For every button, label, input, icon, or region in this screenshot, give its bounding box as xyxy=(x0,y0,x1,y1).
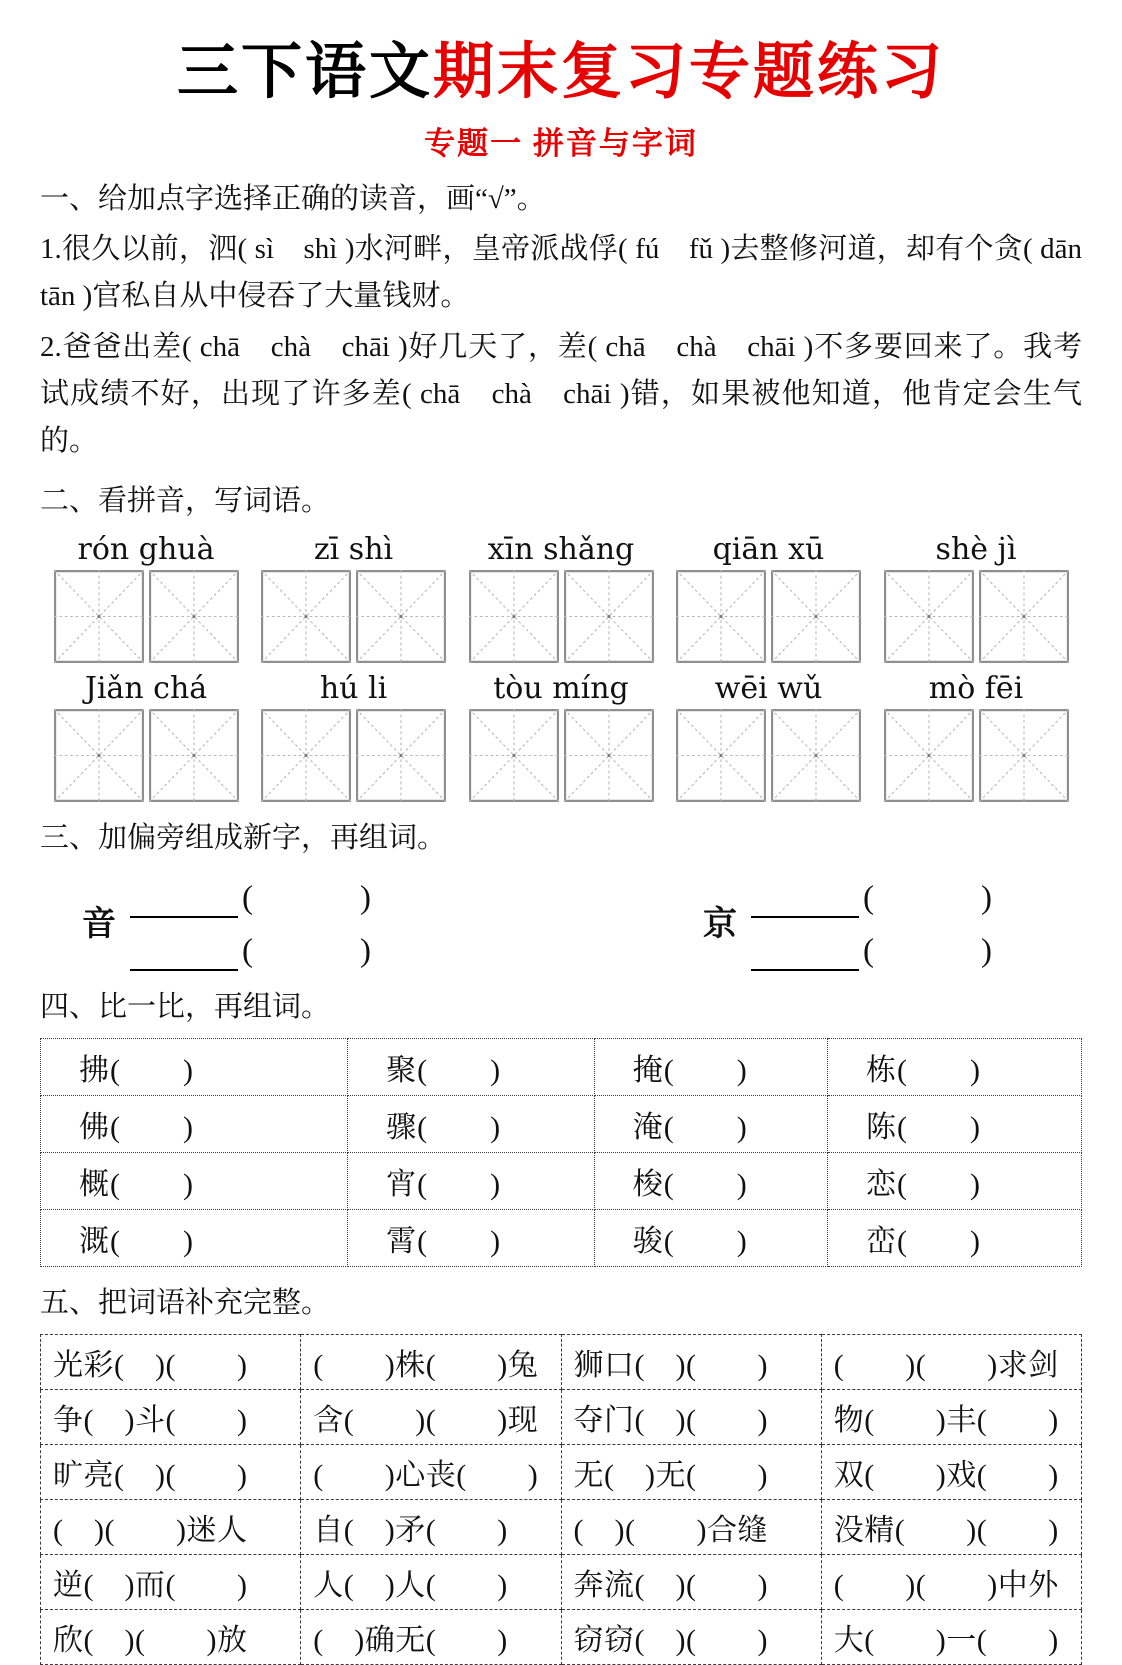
pinyin-label: zī shì xyxy=(313,531,394,567)
idiom-cell[interactable]: 无( )无( ) xyxy=(561,1444,821,1499)
word-cell[interactable]: 淹( ) xyxy=(594,1095,827,1152)
character-writing-box[interactable] xyxy=(564,709,654,802)
character-writing-box[interactable] xyxy=(564,570,654,663)
word-cell[interactable]: 溉( ) xyxy=(41,1209,348,1266)
pinyin-group xyxy=(48,671,244,802)
character-writing-box[interactable] xyxy=(356,570,446,663)
idiom-cell[interactable]: ( )株( )兔 xyxy=(301,1334,561,1389)
character-writing-box[interactable] xyxy=(149,709,239,802)
character-writing-box[interactable] xyxy=(54,570,144,663)
pinyin-group xyxy=(671,671,867,802)
word-cell[interactable]: 宵( ) xyxy=(348,1152,595,1209)
character-writing-box[interactable] xyxy=(676,709,766,802)
word-cell[interactable]: 栋( ) xyxy=(827,1038,1081,1095)
page-title-red: 期末复习专题练习 xyxy=(433,39,946,106)
pinyin-label: mò fēi xyxy=(928,670,1024,706)
table-row xyxy=(41,1609,1082,1664)
answer-parens[interactable]: ( ) xyxy=(242,932,373,969)
table-row xyxy=(41,1209,1082,1266)
word-cell[interactable]: 拂( ) xyxy=(41,1038,348,1095)
idiom-cell[interactable]: 光彩( )( ) xyxy=(41,1334,301,1389)
pinyin-label: Jiǎn chá xyxy=(84,670,208,706)
pinyin-group xyxy=(256,671,452,802)
idiom-cell[interactable]: 奔流( )( ) xyxy=(561,1554,821,1609)
character-writing-box[interactable] xyxy=(261,709,351,802)
page-subtitle: 专题一 拼音与字词 xyxy=(424,126,698,162)
pinyin-label: xīn shǎng xyxy=(487,531,635,567)
affix-exercise xyxy=(40,871,1082,971)
idiom-cell[interactable]: 物( )丰( ) xyxy=(821,1389,1081,1444)
affix-answer-line xyxy=(130,924,373,971)
affix-answer-line xyxy=(751,924,994,971)
pinyin-label: shè jì xyxy=(935,531,1017,567)
character-writing-box[interactable] xyxy=(771,709,861,802)
section-one-heading: 一、给加点字选择正确的读音，画“√”。 xyxy=(40,183,546,216)
idiom-cell[interactable]: ( )确无( ) xyxy=(301,1609,561,1664)
pinyin-row-2 xyxy=(40,671,1082,802)
affix-group-jing xyxy=(561,871,1082,971)
answer-parens[interactable]: ( ) xyxy=(863,879,994,916)
idiom-cell[interactable]: 双( )戏( ) xyxy=(821,1444,1081,1499)
box-pair xyxy=(884,570,1069,663)
character-writing-box[interactable] xyxy=(676,570,766,663)
word-cell[interactable]: 佛( ) xyxy=(41,1095,348,1152)
question-item-1: 1.很久以前，泗( sì shì )水河畔，皇帝派战俘( fú fǔ )去整修河道，却有个贪( dān tān )官私自从中侵吞了大量钱财。 xyxy=(40,233,1112,313)
idiom-cell[interactable]: 含( )( )现 xyxy=(301,1389,561,1444)
base-character: 音 xyxy=(82,906,116,944)
idiom-cell[interactable]: 夺门( )( ) xyxy=(561,1389,821,1444)
box-pair xyxy=(54,570,239,663)
idiom-cell[interactable]: ( )心丧( ) xyxy=(301,1444,561,1499)
question-item-2: 2.爸爸出差( chā chà chāi )好几天了，差( chā chà chāi )不多要回来了。我考试成绩不好，出现了许多差( chā chà chāi )错，如果被他知道，他肯定会生气的。 xyxy=(40,331,1082,457)
idiom-cell[interactable]: 窃窃( )( ) xyxy=(561,1609,821,1664)
character-writing-box[interactable] xyxy=(884,709,974,802)
pinyin-label: rón ghuà xyxy=(77,531,215,567)
idiom-cell[interactable]: 争( )斗( ) xyxy=(41,1389,301,1444)
section-five-heading: 五、把词语补充完整。 xyxy=(40,1286,331,1319)
word-cell[interactable]: 霄( ) xyxy=(348,1209,595,1266)
answer-blank-line[interactable] xyxy=(130,884,238,918)
character-writing-box[interactable] xyxy=(469,709,559,802)
idiom-cell[interactable]: 旷亮( )( ) xyxy=(41,1444,301,1499)
affix-answers xyxy=(751,871,994,971)
table-row xyxy=(41,1038,1082,1095)
idiom-cell[interactable]: ( )( )合缝 xyxy=(561,1499,821,1554)
pinyin-group xyxy=(878,671,1074,802)
table-row xyxy=(41,1095,1082,1152)
box-pair xyxy=(261,570,446,663)
affix-answers xyxy=(130,871,373,971)
box-pair xyxy=(676,709,861,802)
idiom-cell[interactable]: 人( )人( ) xyxy=(301,1554,561,1609)
pinyin-group xyxy=(878,532,1074,663)
complete-idioms-table xyxy=(40,1334,1082,1665)
answer-blank-line[interactable] xyxy=(130,937,238,971)
answer-blank-line[interactable] xyxy=(751,884,859,918)
character-writing-box[interactable] xyxy=(356,709,446,802)
table-row xyxy=(41,1389,1082,1444)
box-pair xyxy=(261,709,446,802)
idiom-cell[interactable]: 没精( )( ) xyxy=(821,1499,1081,1554)
box-pair xyxy=(469,570,654,663)
word-cell[interactable]: 峦( ) xyxy=(827,1209,1081,1266)
idiom-cell[interactable]: ( )( )迷人 xyxy=(41,1499,301,1554)
pinyin-group xyxy=(671,532,867,663)
section-three-heading: 三、加偏旁组成新字，再组词。 xyxy=(40,821,447,854)
pinyin-label: tòu míng xyxy=(493,670,629,706)
idiom-cell[interactable]: 自( )矛( ) xyxy=(301,1499,561,1554)
box-pair xyxy=(676,570,861,663)
character-writing-box[interactable] xyxy=(469,570,559,663)
character-writing-box[interactable] xyxy=(884,570,974,663)
table-row xyxy=(41,1444,1082,1499)
pinyin-label: wēi wǔ xyxy=(714,670,823,706)
character-writing-box[interactable] xyxy=(979,709,1069,802)
idiom-cell[interactable]: 大( )一( ) xyxy=(821,1609,1081,1664)
word-cell[interactable]: 掩( ) xyxy=(594,1038,827,1095)
character-writing-box[interactable] xyxy=(979,570,1069,663)
character-writing-box[interactable] xyxy=(261,570,351,663)
idiom-cell[interactable]: 狮口( )( ) xyxy=(561,1334,821,1389)
word-cell[interactable]: 陈( ) xyxy=(827,1095,1081,1152)
table-row xyxy=(41,1554,1082,1609)
idiom-cell[interactable]: ( )( )求剑 xyxy=(821,1334,1081,1389)
box-pair xyxy=(469,709,654,802)
table-row xyxy=(41,1499,1082,1554)
word-cell[interactable]: 概( ) xyxy=(41,1152,348,1209)
pinyin-group xyxy=(463,671,659,802)
compare-words-table xyxy=(40,1038,1082,1267)
table-row xyxy=(41,1334,1082,1389)
section-four-heading: 四、比一比，再组词。 xyxy=(40,990,331,1023)
affix-answer-line xyxy=(130,871,373,918)
character-writing-box[interactable] xyxy=(771,570,861,663)
character-writing-box[interactable] xyxy=(54,709,144,802)
pinyin-label: qiān xū xyxy=(712,531,825,567)
pinyin-group xyxy=(256,532,452,663)
section-two-heading: 二、看拼音，写词语。 xyxy=(40,484,331,517)
pinyin-row-1 xyxy=(40,532,1082,663)
idiom-cell[interactable]: ( )( )中外 xyxy=(821,1554,1081,1609)
pinyin-group xyxy=(463,532,659,663)
answer-parens[interactable]: ( ) xyxy=(242,879,373,916)
word-cell[interactable]: 恋( ) xyxy=(827,1152,1081,1209)
box-pair xyxy=(884,709,1069,802)
table-row xyxy=(41,1152,1082,1209)
base-character: 京 xyxy=(703,906,737,944)
answer-parens[interactable]: ( ) xyxy=(863,932,994,969)
page-title-black: 三下语文 xyxy=(176,39,433,106)
answer-blank-line[interactable] xyxy=(751,937,859,971)
affix-group-yin xyxy=(40,871,561,971)
pinyin-label: hú li xyxy=(319,670,388,706)
box-pair xyxy=(54,709,239,802)
word-cell[interactable]: 骏( ) xyxy=(594,1209,827,1266)
word-cell[interactable]: 梭( ) xyxy=(594,1152,827,1209)
idiom-cell[interactable]: 逆( )而( ) xyxy=(41,1554,301,1609)
affix-answer-line xyxy=(751,871,994,918)
idiom-cell[interactable]: 欣( )( )放 xyxy=(41,1609,301,1664)
word-cell[interactable]: 聚( ) xyxy=(348,1038,595,1095)
character-writing-box[interactable] xyxy=(149,570,239,663)
pinyin-group xyxy=(48,532,244,663)
word-cell[interactable]: 骤( ) xyxy=(348,1095,595,1152)
page-title xyxy=(40,38,1082,108)
